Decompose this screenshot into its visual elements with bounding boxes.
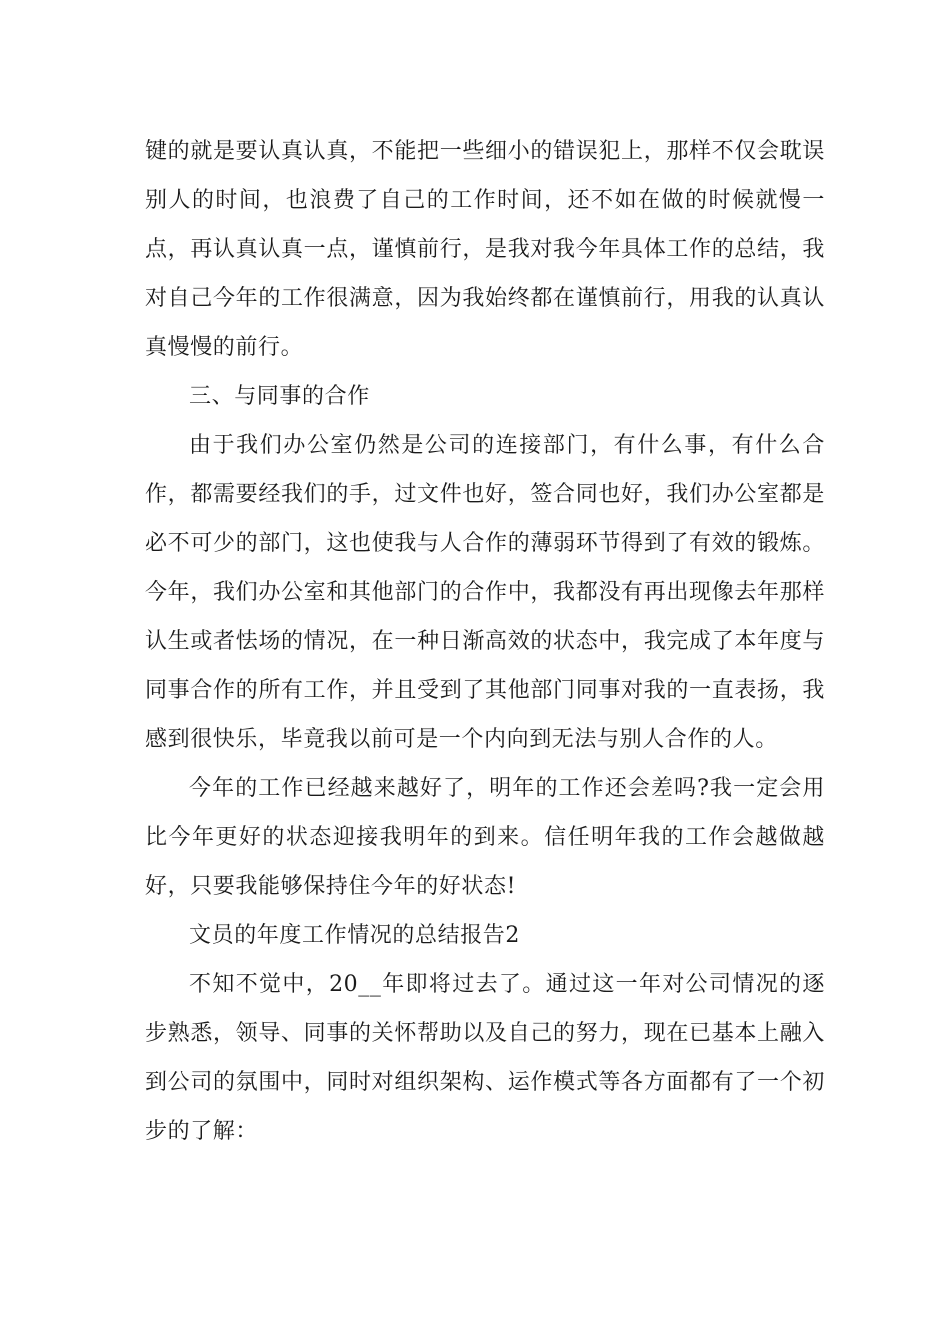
paragraph-cooperation: 由于我们办公室仍然是公司的连接部门，有什么事，有什么合作，都需要经我们的手，过文件也好，签合同也好，我们办公室都是必不可少的部门，这也使我与人合作的薄弱环节得到了有效的锻炼。今年，我们办公室和其他部门的合作中，我都没有再出现像去年那样认生或者怯场的情况，在一种日渐高效的状态中，我完成了本年度与同事合作的所有工作，并且受到了其他部门同事对我的一直表扬，我感到很快乐，毕竟我以前可是一个内向到无法与别人合作的人。 <box>145 433 825 752</box>
paragraph-continuation: 键的就是要认真认真，不能把一些细小的错误犯上，那样不仅会耽误别人的时间，也浪费了自己的工作时间，还不如在做的时候就慢一点，再认真认真一点，谨慎前行，是我对我今年具体工作的总结，我对自己今年的工作很满意，因为我始终都在谨慎前行，用我的认真认真慢慢的前行。 <box>145 139 825 360</box>
document-body <box>145 127 825 1156</box>
paragraph-outlook: 今年的工作已经越来越好了，明年的工作还会差吗?我一定会用比今年更好的状态迎接我明年的到来。信任明年我的工作会越做越好，只要我能够保持住今年的好状态! <box>145 776 825 899</box>
report-title-2: 文员的年度工作情况的总结报告2 <box>189 923 520 948</box>
section-heading-colleague-cooperation: 三、与同事的合作 <box>189 384 370 409</box>
paragraph-intro: 不知不觉中，20__年即将过去了。通过这一年对公司情况的逐步熟悉，领导、同事的关怀帮助以及自己的努力，现在已基本上融入到公司的氛围中，同时对组织架构、运作模式等各方面都有了一个初步的了解： <box>145 972 825 1144</box>
